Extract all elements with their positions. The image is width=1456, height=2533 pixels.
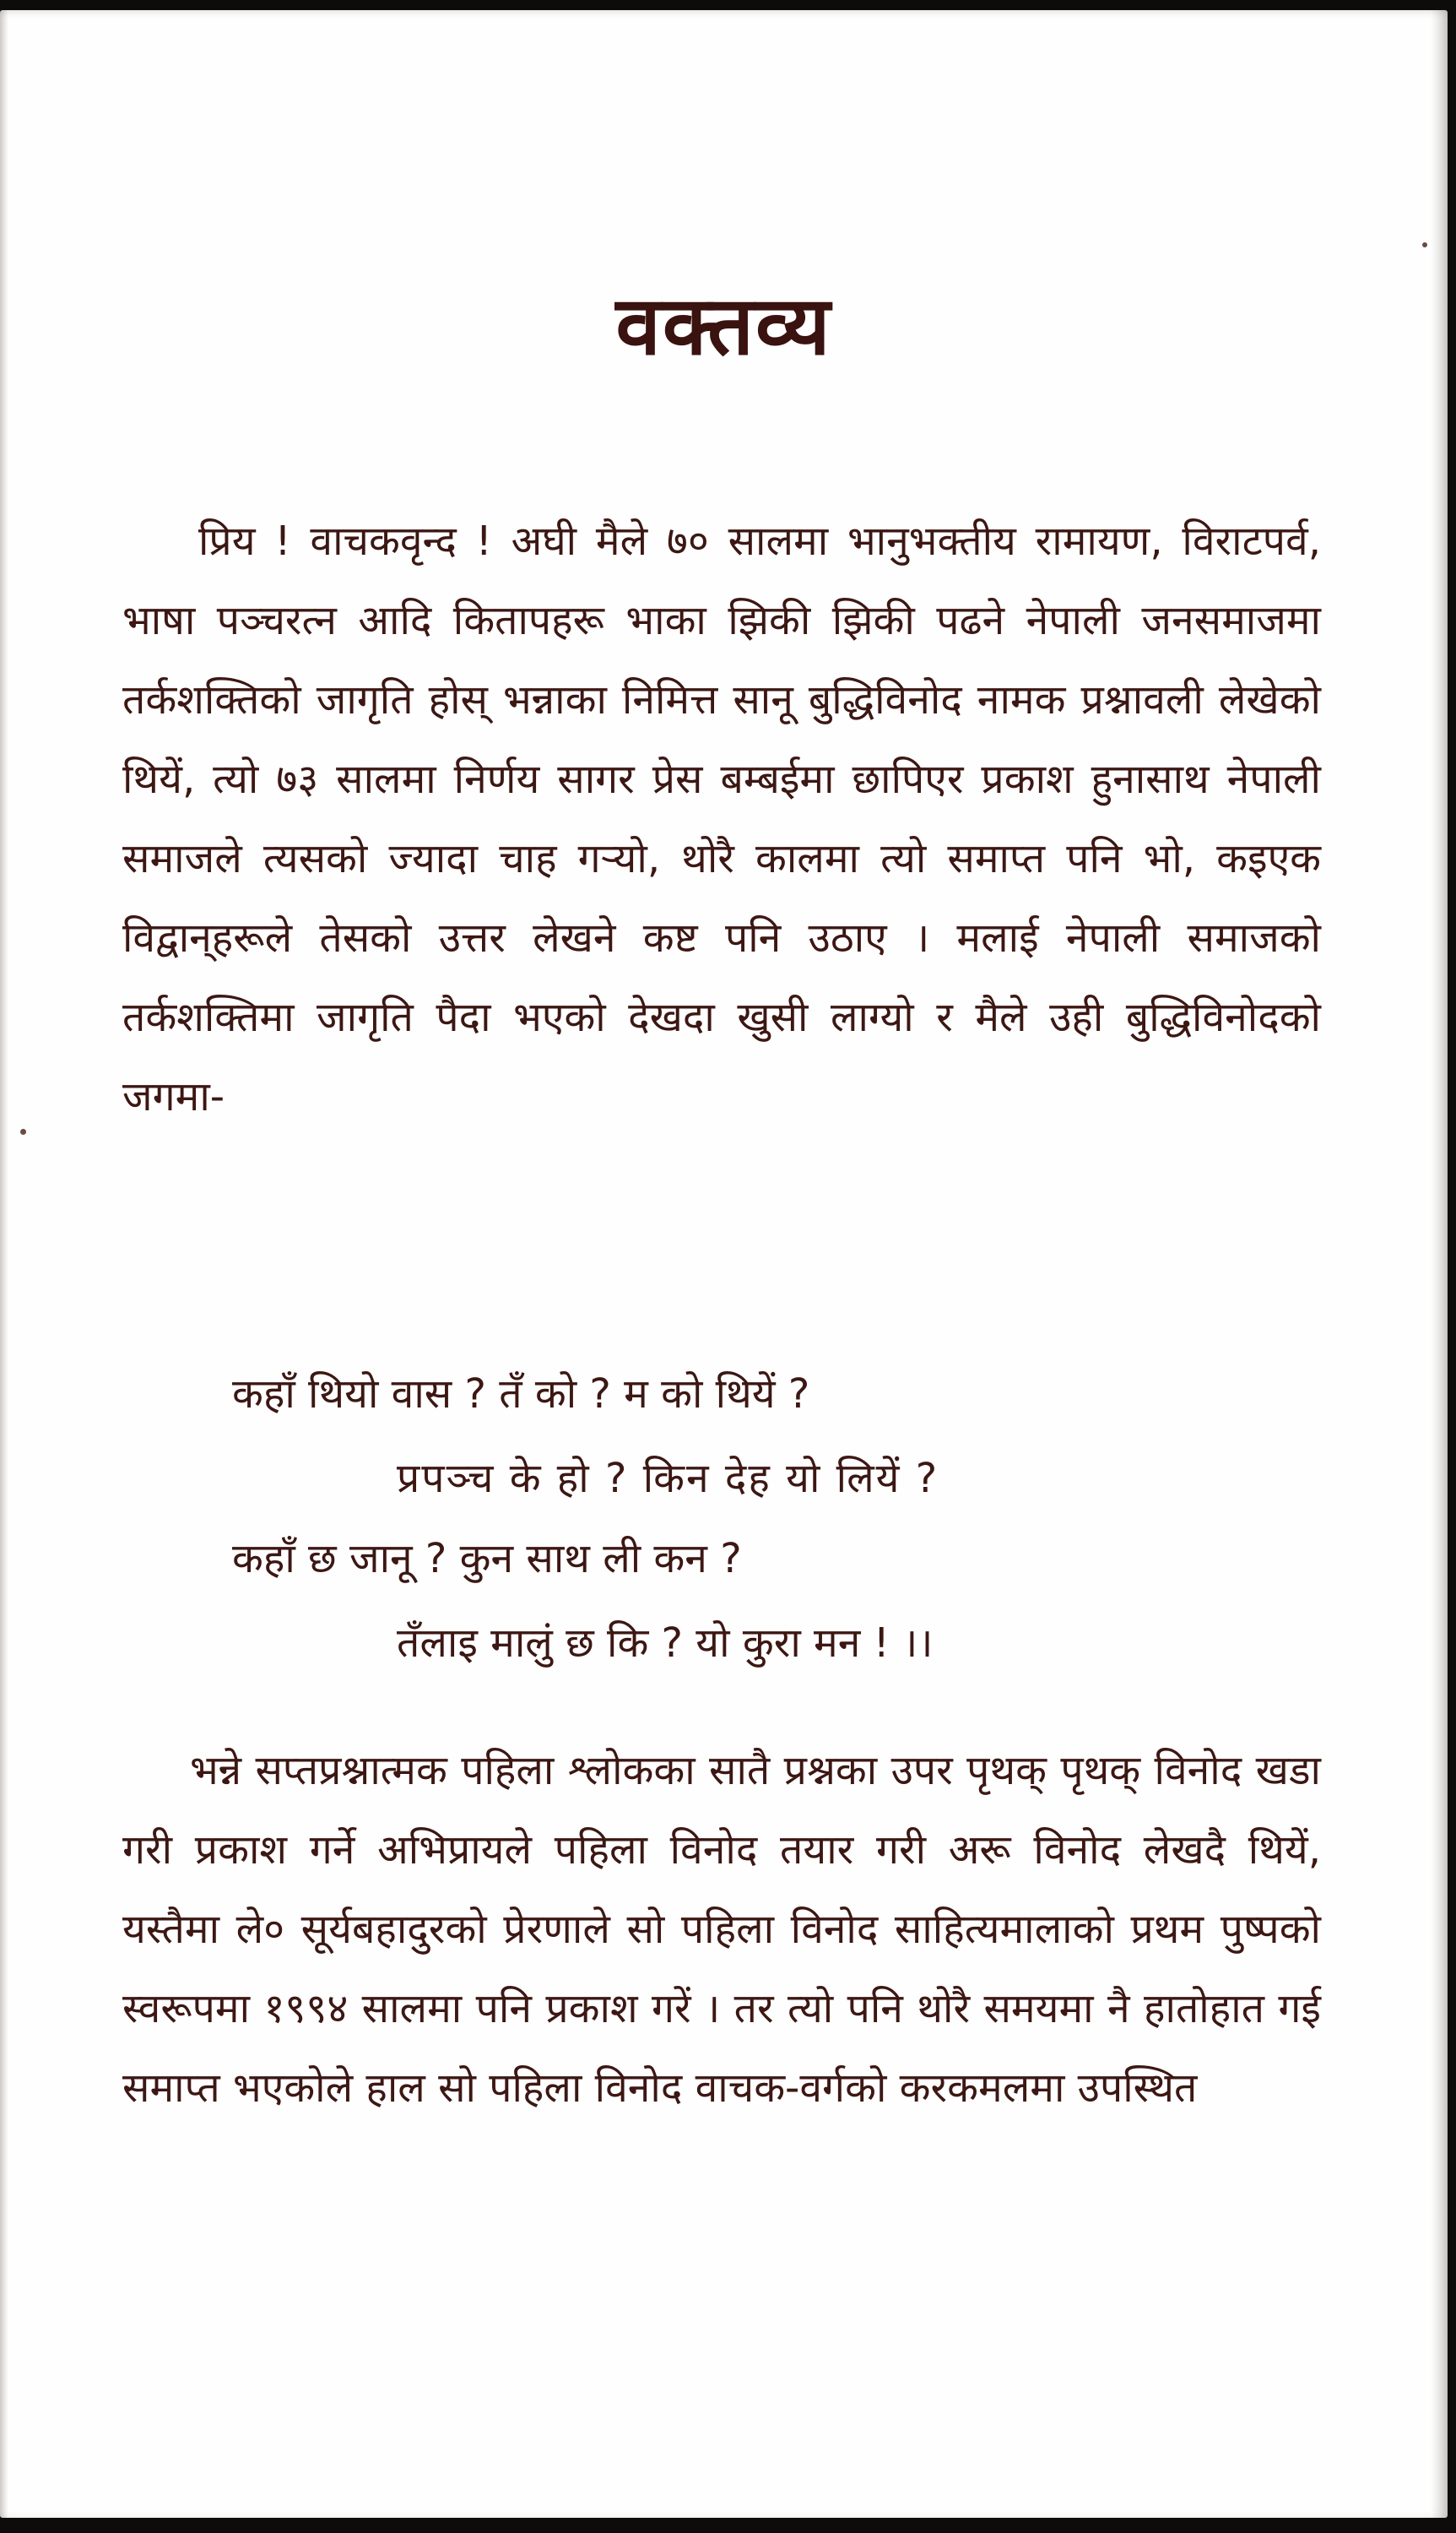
page-shadow-right [1431,10,1448,2518]
verse-line-2: प्रपञ्च के हो ? किन देह यो लियें ? [397,1455,939,1502]
book-page [0,10,1448,2518]
verse-line-1: कहाँ थियो वास ? तँ को ? म को थियें ? [232,1370,810,1418]
verse-line-4: तँलाइ मालुं छ कि ? यो कुरा मन ! ।। [397,1619,934,1667]
verse-line-3: कहाँ छ जानू ? कुन साथ ली कन ? [232,1535,742,1582]
paragraph-1: प्रिय ! वाचकवृन्द ! अघी मैले ७० सालमा भानुभक्तीय रामायण, विराटपर्व, भाषा पञ्चरत्न आदि कितापहरू भाका झिकी झिकी पढने नेपाली जनसमाजमा तर्कशक्तिको जागृति होस् भन्नाका निमित्त सानू बुद्धिविनोद नामक प्रश्नावली लेखेको थियें, त्यो ७३ सालमा निर्णय सागर प्रेस बम्बईमा छापिएर प्रकाश हुनासाथ नेपाली समाजले त्यसको ज्यादा चाह गर्‍यो, थोरै कालमा त्यो समाप्त पनि भो, कइएक विद्वान्‌हरूले तेसको उत्तर लेखने कष्ट पनि उठाए । मलाई नेपाली समाजको तर्कशक्तिमा जागृति पैदा भएको देखदा खुसी लाग्यो र मैले उही बुद्धिविनोदको जगमा- [122,518,1321,1120]
page-shadow-left [0,10,8,2518]
paper-speck [20,1129,26,1135]
paragraph-2: भन्ने सप्तप्रश्नात्मक पहिला श्लोकका सातै प्रश्नका उपर पृथक् पृथक् विनोद खडा गरी प्रकाश गर्ने अभिप्रायले पहिला विनोद तयार गरी अरू विनोद लेखदै थियें, यस्तैमा ले० सूर्यबहादुरको प्रेरणाले सो पहिला विनोद साहित्यमालाको प्रथम पुष्पको स्वरूपमा १९९४ सालमा पनि प्रकाश गरें । तर त्यो पनि थोरै समयमा नै हातोहात गई समाप्त भएकोले हाल सो पहिला विनोद वाचक-वर्गको करकमलमा उपस्थित [122,1747,1321,2112]
paper-speck [1422,242,1427,247]
page-title: वक्तव्य [615,279,832,373]
